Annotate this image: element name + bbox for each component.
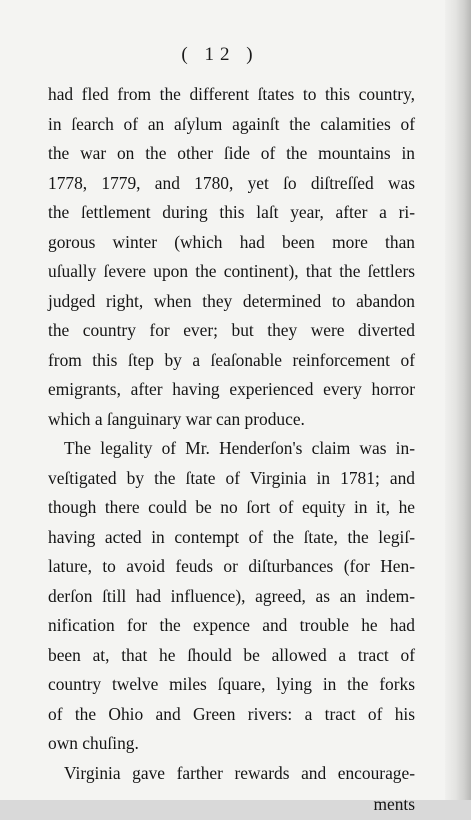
text-line: been at, that he ſhould be allowed a tract of [48, 644, 415, 665]
text-line: nification for the expence and trouble he had [48, 615, 415, 635]
text-line: the country for ever; but they were diverted [48, 320, 415, 340]
text-line: veſtigated by the ſtate of Virginia in 1781; and [48, 467, 415, 488]
text-line: having acted in contempt of the ſtate, the legiſ- [48, 526, 415, 547]
text-line: country twelve miles ſquare, lying in the forks [48, 674, 415, 694]
page-number: ( 12 ) [181, 44, 259, 65]
text-line: Virginia gave farther rewards and encourage- [64, 762, 415, 783]
body-text [48, 80, 415, 820]
text-line: derſon ſtill had influence), agreed, as an indem- [48, 585, 415, 606]
page-edge-shadow [445, 0, 471, 800]
text-line: own chuſing. [48, 733, 139, 753]
text-line: uſually ſevere upon the continent), that the ſettlers [48, 261, 415, 281]
text-line: gorous winter (which had been more than [48, 231, 415, 252]
text-line: from this ſtep by a ſeaſonable reinforcement of [48, 349, 415, 370]
text-line: emigrants, after having experienced every horror [48, 379, 415, 399]
text-line: which a ſanguinary war can produce. [48, 408, 305, 429]
text-line: 1778, 1779, and 1780, yet ſo diſtreſſed was [48, 172, 415, 193]
catchword: ments [373, 794, 415, 814]
text-line: the war on the other ſide of the mountains in [48, 143, 415, 163]
text-line: had fled from the different ſtates to this country, [48, 84, 415, 104]
text-line: judged right, when they determined to abandon [48, 290, 415, 311]
text-line: The legality of Mr. Henderſon's claim was in- [64, 438, 415, 458]
text-line: the ſettlement during this laſt year, after a ri- [48, 202, 415, 222]
text-line: of the Ohio and Green rivers: a tract of his [48, 703, 415, 724]
text-line: lature, to avoid feuds or diſturbances (for Hen- [48, 556, 415, 576]
text-line: though there could be no ſort of equity in it, he [48, 497, 415, 517]
text-line: in ſearch of an aſylum againſt the calamities of [48, 113, 415, 134]
